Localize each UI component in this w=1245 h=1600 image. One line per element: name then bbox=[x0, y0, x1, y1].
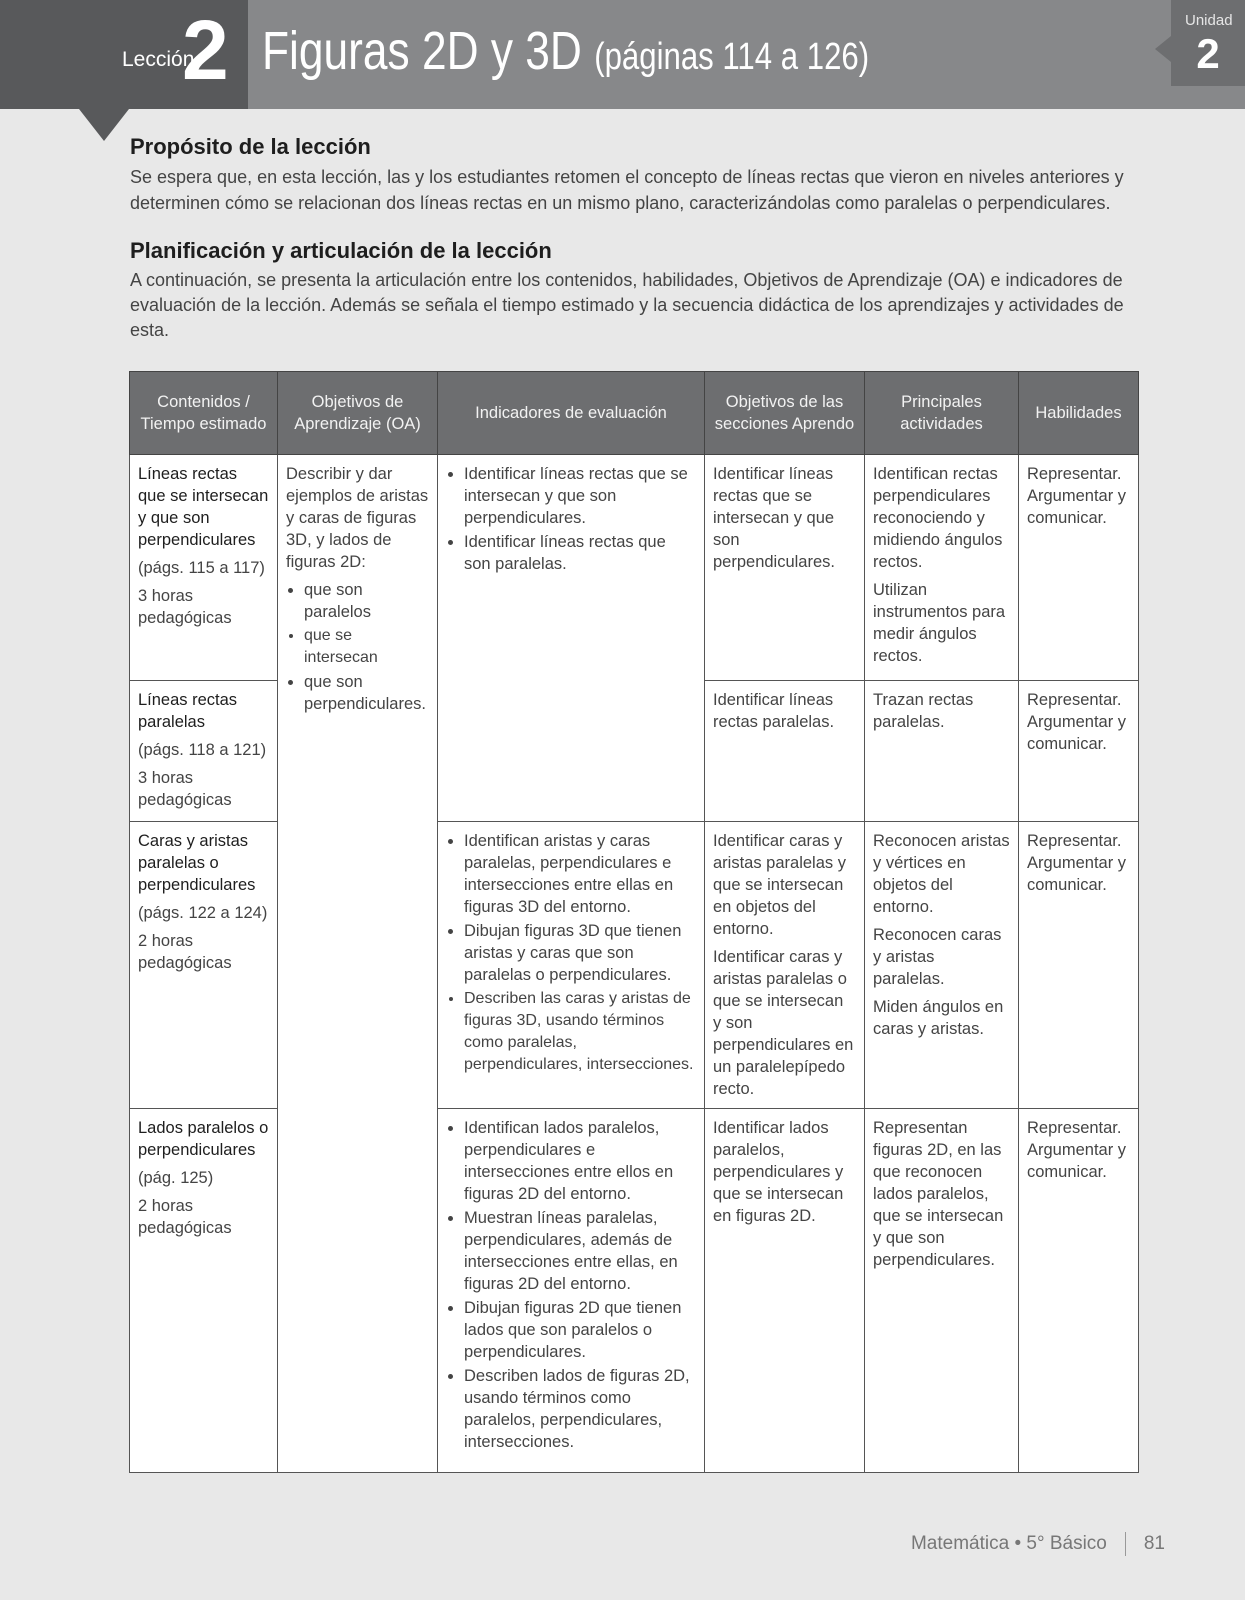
activities-cell bbox=[865, 681, 1019, 822]
objective-item: Identificar caras y aristas paralelas o que se intersecan y son perpendiculares en un paralelepípedo recto. bbox=[713, 948, 854, 1098]
topic-pages: (pág. 125) bbox=[138, 1169, 214, 1187]
indicator-item: • Identifican lados paralelos, perpendiculares e intersecciones entre ellos en figuras 2D del entorno. bbox=[464, 1117, 696, 1205]
title-text: Figuras 2D y 3D bbox=[262, 21, 582, 81]
indicator-item: • Identificar líneas rectas que son paralelas. bbox=[464, 531, 696, 575]
purpose-section bbox=[130, 134, 1140, 216]
table-header-row bbox=[130, 372, 1139, 455]
indicators-cell bbox=[438, 1109, 705, 1473]
objective-item: Identificar líneas rectas paralelas. bbox=[713, 691, 835, 731]
page-title bbox=[262, 21, 870, 81]
contents-cell bbox=[130, 1109, 278, 1473]
planning-heading: Planificación y articulación de la lección bbox=[130, 238, 552, 263]
indicator-item: • Identifican aristas y caras paralelas, perpendiculares e intersecciones entre ellas en figuras 3D del entorno. bbox=[464, 830, 696, 918]
unit-tab-pointer bbox=[1155, 36, 1171, 62]
oa-cell bbox=[278, 455, 438, 1473]
objective-item: Identificar líneas rectas que se intersecan y que son perpendiculares. bbox=[713, 465, 835, 571]
header-skills: Habilidades bbox=[1019, 372, 1139, 455]
oa-item: • que son paralelos bbox=[304, 579, 429, 623]
objectives-cell bbox=[705, 681, 865, 822]
oa-item: • que son perpendiculares. bbox=[304, 671, 429, 715]
skills-cell: Representar. Argumentar y comunicar. bbox=[1019, 1109, 1139, 1473]
activity-item: Identifican rectas perpendiculares reconociendo y midiendo ángulos rectos. bbox=[873, 465, 1003, 571]
page-number: 81 bbox=[1143, 1533, 1165, 1555]
lesson-badge-pointer bbox=[79, 109, 129, 141]
lesson-badge bbox=[0, 0, 248, 109]
objective-item: Identificar caras y aristas paralelas y que se intersecan en objetos del entorno. bbox=[713, 832, 846, 938]
indicator-item: • Describen las caras y aristas de figuras 3D, usando términos como paralelas, perpendiculares, intersecciones. bbox=[464, 988, 696, 1076]
indicator-item: • Dibujan figuras 2D que tienen lados que son paralelos o perpendiculares. bbox=[464, 1297, 696, 1363]
planning-table bbox=[129, 371, 1139, 1473]
indicator-item: • Muestran líneas paralelas, perpendiculares, además de intersecciones entre ellas, en figuras 2D del entorno. bbox=[464, 1207, 696, 1295]
activity-item: Reconocen caras y aristas paralelas. bbox=[873, 926, 1002, 988]
activity-item: Reconocen aristas y vértices en objetos del entorno. bbox=[873, 832, 1010, 916]
objective-item: Identificar lados paralelos, perpendiculares y que se intersecan en figuras 2D. bbox=[713, 1119, 844, 1225]
purpose-text: Se espera que, en esta lección, las y los estudiantes retomen el concepto de líneas rectas que vieron en niveles anteriores y determinen cómo se relacionan dos líneas rectas en un mismo plano, caracterizándolas como paralelas o perpendiculares. bbox=[130, 167, 1124, 213]
unit-number: 2 bbox=[1196, 30, 1220, 77]
objectives-cell bbox=[705, 1109, 865, 1473]
lesson-word: Lección bbox=[122, 48, 195, 71]
unit-badge bbox=[1171, 0, 1245, 86]
planning-text: A continuación, se presenta la articulación entre los contenidos, habilidades, Objetivos de Aprendizaje (OA) e indicadores de evaluación de la lección. Además se señala el tiempo estimado y la secuencia didáctica de los aprendizajes y actividades de esta. bbox=[130, 270, 1124, 340]
unit-word: Unidad bbox=[1185, 12, 1233, 29]
activities-cell bbox=[865, 822, 1019, 1109]
topic-pages: (págs. 118 a 121) bbox=[138, 741, 267, 759]
contents-cell bbox=[130, 455, 278, 681]
activity-item: Miden ángulos en caras y aristas. bbox=[873, 998, 1004, 1038]
indicators-cell bbox=[438, 455, 705, 822]
activity-item: Utilizan instrumentos para medir ángulos rectos. bbox=[873, 581, 1006, 665]
oa-intro: Describir y dar ejemplos de aristas y caras de figuras 3D, y lados de figuras 2D: bbox=[286, 465, 429, 571]
topic: Lados paralelos o perpendiculares bbox=[138, 1119, 269, 1159]
topic: Líneas rectas que se intersecan y que son perpendiculares bbox=[138, 465, 269, 549]
topic-time: 3 horas pedagógicas bbox=[138, 769, 232, 809]
topic: Líneas rectas paralelas bbox=[138, 691, 238, 731]
header-objectives: Objetivos de las secciones Aprendo bbox=[705, 372, 865, 455]
page-footer bbox=[911, 1532, 1165, 1556]
header-contents: Contenidos / Tiempo estimado bbox=[130, 372, 278, 455]
activities-cell bbox=[865, 455, 1019, 681]
indicator-item: • Identificar líneas rectas que se intersecan y que son perpendiculares. bbox=[464, 463, 696, 529]
topic-time: 2 horas pedagógicas bbox=[138, 932, 232, 972]
indicator-item: • Dibujan figuras 3D que tienen aristas y caras que son paralelas o perpendiculares. bbox=[464, 920, 696, 986]
oa-item: • que se intersecan bbox=[304, 625, 429, 669]
skills-cell: Representar. Argumentar y comunicar. bbox=[1019, 681, 1139, 822]
skills-cell: Representar. Argumentar y comunicar. bbox=[1019, 455, 1139, 681]
objectives-cell bbox=[705, 455, 865, 681]
indicator-item: • Describen lados de figuras 2D, usando términos como paralelos, perpendiculares, intersecciones. bbox=[464, 1365, 696, 1453]
table-row bbox=[130, 455, 1139, 681]
footer-subject: Matemática • 5° Básico bbox=[910, 1533, 1107, 1555]
skills-cell: Representar. Argumentar y comunicar. bbox=[1019, 822, 1139, 1109]
purpose-heading: Propósito de la lección bbox=[130, 134, 371, 159]
topic: Caras y aristas paralelas o perpendiculares bbox=[138, 832, 256, 894]
title-pages: (páginas 114 a 126) bbox=[594, 36, 870, 78]
activities-cell bbox=[865, 1109, 1019, 1473]
footer-divider bbox=[1125, 1532, 1126, 1556]
contents-cell bbox=[130, 822, 278, 1109]
planning-section bbox=[130, 238, 1140, 343]
header-indicators: Indicadores de evaluación bbox=[438, 372, 705, 455]
lesson-number: 2 bbox=[182, 3, 229, 97]
header-activities: Principales actividades bbox=[865, 372, 1019, 455]
activity-item: Representan figuras 2D, en las que reconocen lados paralelos, que se intersecan y que son perpendiculares. bbox=[873, 1119, 1004, 1269]
indicators-cell bbox=[438, 822, 705, 1109]
header-oa: Objetivos de Aprendizaje (OA) bbox=[278, 372, 438, 455]
contents-cell bbox=[130, 681, 278, 822]
topic-pages: (págs. 115 a 117) bbox=[138, 559, 265, 577]
objectives-cell bbox=[705, 822, 865, 1109]
activity-item: Trazan rectas paralelas. bbox=[873, 691, 974, 731]
topic-time: 3 horas pedagógicas bbox=[138, 587, 232, 627]
topic-pages: (págs. 122 a 124) bbox=[138, 904, 268, 922]
topic-time: 2 horas pedagógicas bbox=[138, 1197, 232, 1237]
